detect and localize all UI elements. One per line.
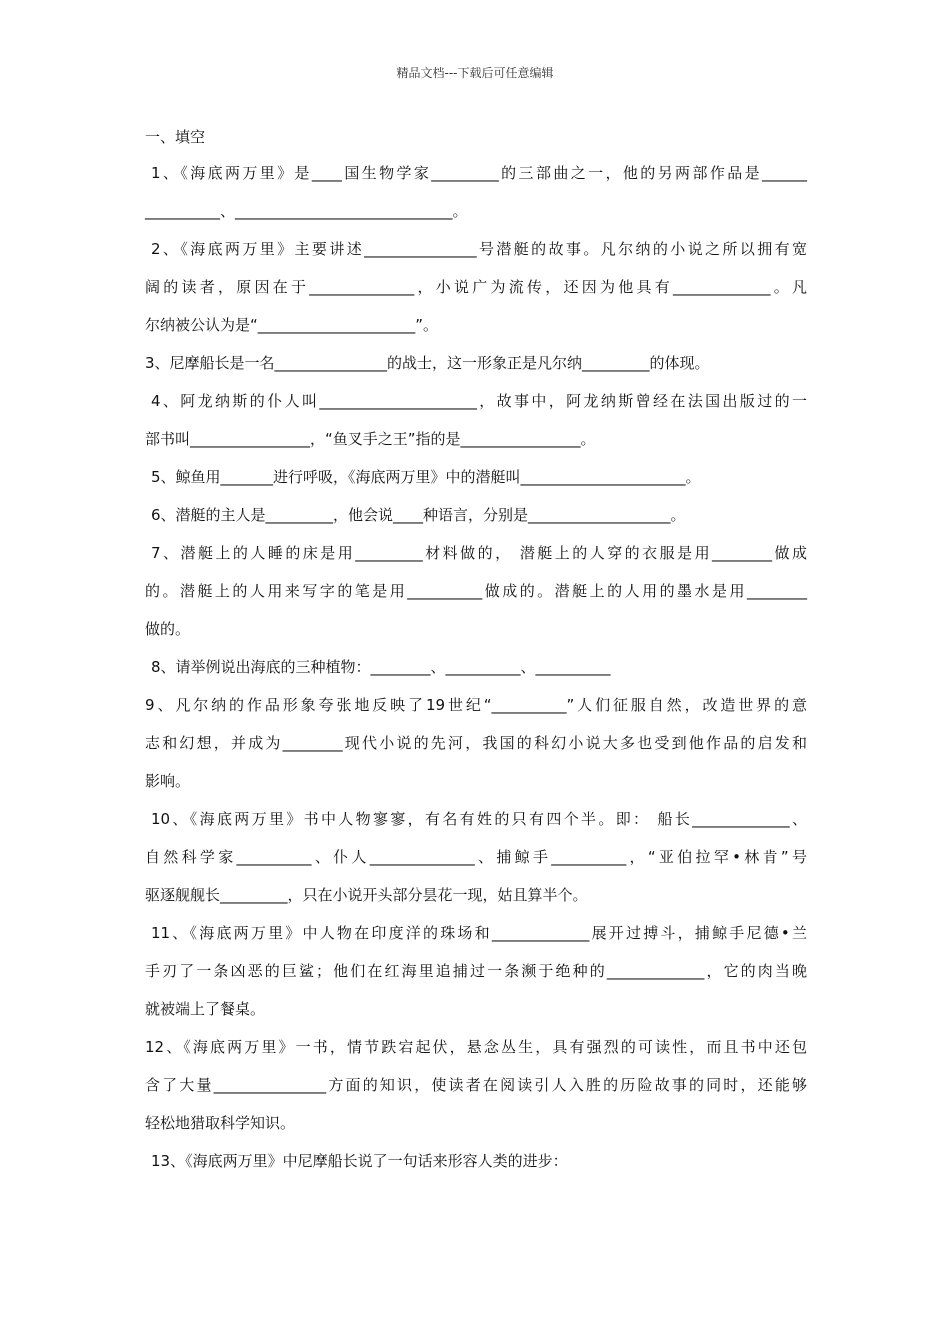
question-line: 7、潜艇上的人睡的床是用_________材料做的， 潜艇上的人穿的衣服是用________做成 <box>151 544 807 562</box>
question-item <box>145 230 807 344</box>
question-line: 含了大量_______________方面的知识，使读者在阅读引人入胜的历险故事的同时，还能够 <box>145 1076 807 1094</box>
question-line: 阔的读者，原因在于______________，小说广为流传，还因为他具有_____________。凡 <box>145 278 807 296</box>
question-line: 手刃了一条凶恶的巨鲨；他们在红海里追捕过一条濒于绝种的_____________，它的肉当晚 <box>145 962 807 980</box>
question-line: 尔纳被公认为是“_____________________”。 <box>145 316 439 334</box>
question-line: 10、《海底两万里》书中人物寥寥，有名有姓的只有四个半。即： 船长_____________、 <box>151 810 807 828</box>
question-item <box>145 914 807 1028</box>
question-line: 部书叫________________，“鱼叉手之王”指的是________________。 <box>145 430 596 448</box>
document-body <box>145 120 807 1180</box>
question-line: 11、《海底两万里》中人物在印度洋的珠场和_____________展开过搏斗，捕鲸手尼德•兰 <box>151 924 807 942</box>
question-item <box>145 1142 807 1180</box>
question-line: 8、请举例说出海底的三种植物：________、__________、__________ <box>151 658 611 676</box>
question-item <box>145 686 807 800</box>
question-item <box>145 1028 807 1142</box>
question-line: 2、《海底两万里》主要讲述_______________号潜艇的故事。凡尔纳的小说之所以拥有宽 <box>151 240 807 258</box>
question-item <box>145 534 807 648</box>
question-line: 做的。 <box>145 620 191 638</box>
question-list <box>145 154 807 1180</box>
question-line: __________、_____________________________。 <box>145 202 468 220</box>
question-item <box>145 382 807 458</box>
question-line: 轻松地猎取科学知识。 <box>145 1114 296 1132</box>
question-line: 5、鲸鱼用_______进行呼吸，《海底两万里》中的潜艇叫______________________。 <box>151 468 701 486</box>
page-header: 精品文档---下载后可任意编辑 <box>396 66 554 80</box>
question-line: 自然科学家__________、仆人______________、捕鲸手__________，“亚伯拉罕•林肯”号 <box>145 848 807 866</box>
question-line: 13、《海底两万里》中尼摩船长说了一句话来形容人类的进步： <box>151 1152 568 1170</box>
question-item <box>145 154 807 230</box>
question-line: 3、尼摩船长是一名_______________的战士，这一形象正是凡尔纳_________的体现。 <box>145 354 710 372</box>
question-item <box>145 648 807 686</box>
question-line: 志和幻想，并成为________现代小说的先河，我国的科幻小说大多也受到他作品的启发和 <box>145 734 807 752</box>
question-line: 12、《海底两万里》一书，情节跌宕起伏，悬念丛生，具有强烈的可读性，而且书中还包 <box>145 1038 807 1056</box>
question-line: 6、潜艇的主人是_________，他会说____种语言，分别是___________________。 <box>151 506 686 524</box>
question-item <box>145 496 807 534</box>
question-item <box>145 458 807 496</box>
question-line: 1、《海底两万里》是____国生物学家_________的三部曲之一，他的另两部作品是______ <box>151 164 807 182</box>
question-item <box>145 344 807 382</box>
question-item <box>145 800 807 914</box>
question-line: 的。潜艇上的人用来写字的笔是用__________做成的。潜艇上的人用的墨水是用________ <box>145 582 807 600</box>
question-line: 影响。 <box>145 772 191 790</box>
question-line: 9、凡尔纳的作品形象夸张地反映了19世纪“__________”人们征服自然，改造世界的意 <box>145 696 807 714</box>
section-title: 一、填空 <box>145 128 206 146</box>
question-line: 4、阿龙纳斯的仆人叫_____________________，故事中，阿龙纳斯曾经在法国出版过的一 <box>151 392 807 410</box>
question-line: 就被端上了餐桌。 <box>145 1000 266 1018</box>
question-line: 驱逐舰舰长_________，只在小说开头部分昙花一现，姑且算半个。 <box>145 886 588 904</box>
